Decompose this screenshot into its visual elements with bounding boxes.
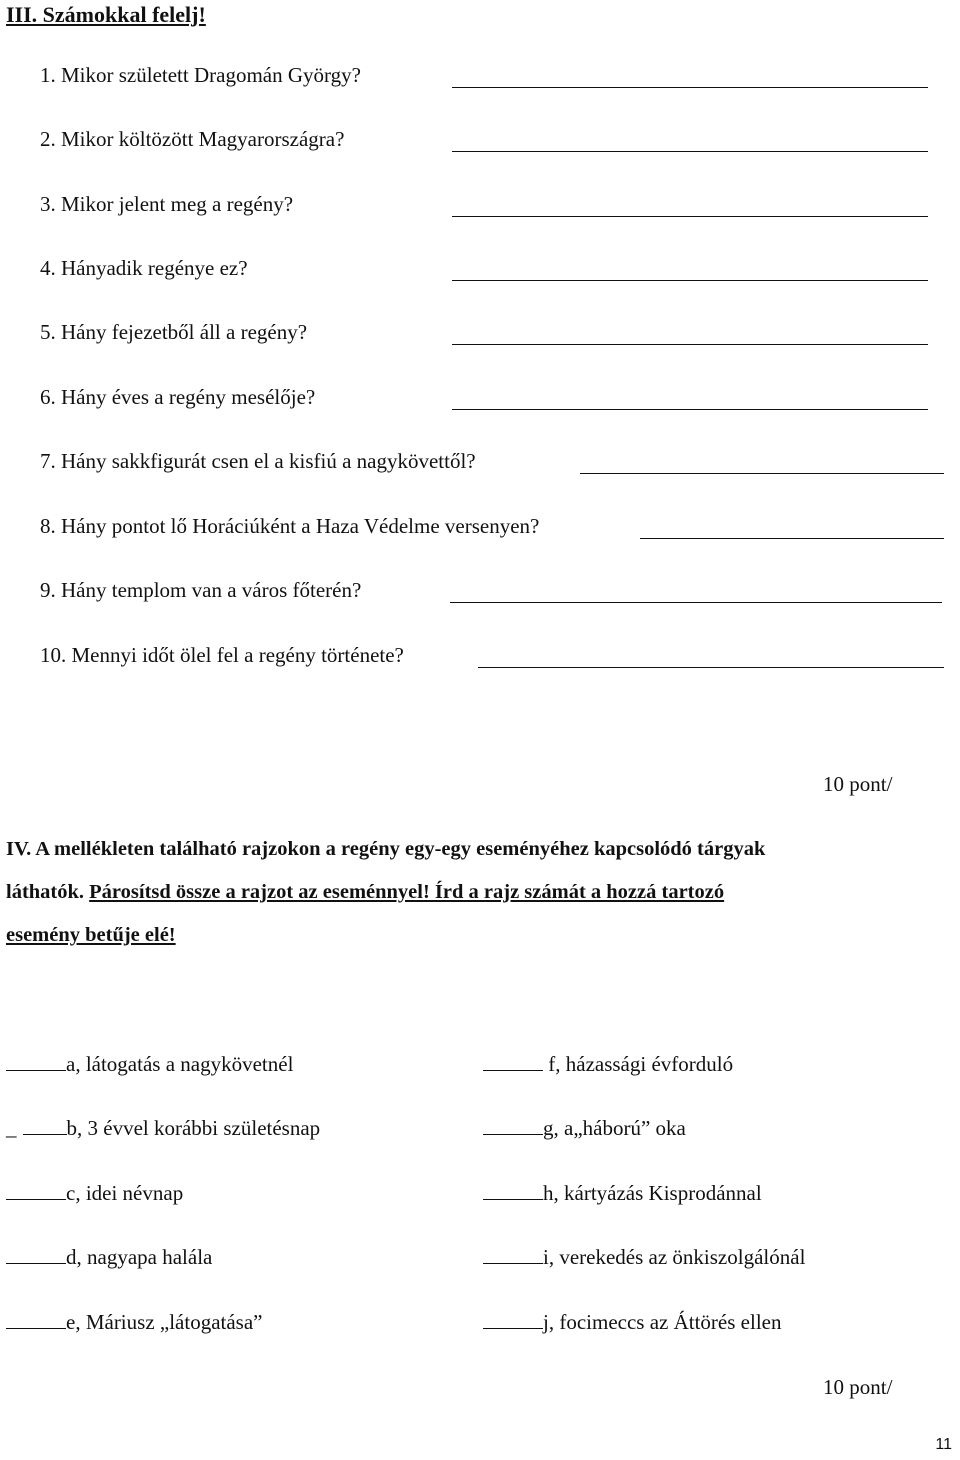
answer-line-8[interactable]: [640, 538, 944, 539]
answer-line-2[interactable]: [452, 151, 928, 152]
page-number: 11: [935, 1436, 952, 1453]
answer-line-3[interactable]: [452, 216, 928, 217]
match-item-j: [483, 1310, 781, 1335]
match-label-i: i, verekedés az önkiszolgálónál: [543, 1245, 806, 1269]
match-item-c: [6, 1181, 183, 1206]
match-blank-d[interactable]: [6, 1263, 66, 1264]
question-3: 3. Mikor jelent meg a regény?: [40, 192, 294, 216]
question-2: 2. Mikor költözött Magyarországra?: [40, 127, 345, 151]
question-4: 4. Hányadik regénye ez?: [40, 256, 248, 280]
section-4-instruction-line-3: [6, 924, 176, 947]
match-label-h: h, kártyázás Kisprodánnal: [543, 1181, 762, 1205]
section-4-instruction-line-1: IV. A mellékleten található rajzokon a regény egy-egy eseményéhez kapcsolódó tárgyak: [6, 838, 766, 860]
match-blank-i[interactable]: [483, 1263, 543, 1264]
question-5: 5. Hány fejezetből áll a regény?: [40, 320, 308, 344]
match-blank-c[interactable]: [6, 1199, 66, 1200]
match-label-d: d, nagyapa halála: [66, 1245, 213, 1269]
question-1: 1. Mikor született Dragomán György?: [40, 63, 361, 87]
section-3-score: 10 pont/: [823, 772, 893, 796]
answer-line-7[interactable]: [580, 473, 944, 474]
match-blank-b[interactable]: [23, 1134, 67, 1135]
question-8: 8. Hány pontot lő Horáciúként a Haza Védelme versenyen?: [40, 514, 540, 538]
match-item-i: [483, 1245, 805, 1270]
match-label-j: j, focimeccs az Áttörés ellen: [543, 1310, 782, 1334]
section-4-underlined-text-2: esemény betűje elé!: [6, 924, 176, 946]
match-item-g: [483, 1116, 686, 1141]
answer-line-5[interactable]: [452, 344, 928, 345]
match-label-f: f, házassági évforduló: [543, 1052, 734, 1076]
section-4-score: 10 pont/: [823, 1375, 893, 1399]
match-item-b: [6, 1116, 320, 1141]
match-prefix-b: _: [6, 1116, 17, 1140]
answer-line-4[interactable]: [452, 280, 928, 281]
question-6: 6. Hány éves a regény mesélője?: [40, 385, 316, 409]
answer-line-10[interactable]: [478, 667, 944, 668]
match-label-c: c, idei névnap: [66, 1181, 184, 1205]
match-blank-j[interactable]: [483, 1328, 543, 1329]
match-label-b: b, 3 évvel korábbi születésnap: [66, 1116, 321, 1140]
answer-line-6[interactable]: [452, 409, 928, 410]
match-blank-g[interactable]: [483, 1134, 543, 1135]
match-blank-a[interactable]: [6, 1070, 66, 1071]
section-3-title: III. Számokkal felelj!: [6, 2, 206, 27]
question-9: 9. Hány templom van a város főterén?: [40, 578, 362, 602]
match-blank-h[interactable]: [483, 1199, 543, 1200]
match-item-f: [483, 1052, 733, 1077]
section-4-underlined-text: Párosítsd össze a rajzot az eseménnyel! Írd a rajz számát a hozzá tartozó: [89, 881, 725, 903]
match-label-e: e, Máriusz „látogatása”: [66, 1310, 263, 1334]
answer-line-9[interactable]: [450, 602, 942, 603]
match-label-g: g, a„háború” oka: [543, 1116, 686, 1140]
match-blank-f[interactable]: [483, 1070, 543, 1071]
match-label-a: a, látogatás a nagykövetnél: [66, 1052, 294, 1076]
section-4-plain-text: láthatók.: [6, 881, 85, 903]
match-item-e: [6, 1310, 263, 1335]
match-item-d: [6, 1245, 212, 1270]
match-item-h: [483, 1181, 762, 1206]
answer-line-1[interactable]: [452, 87, 928, 88]
match-blank-e[interactable]: [6, 1328, 66, 1329]
section-4-instruction-line-2: [6, 881, 724, 904]
match-item-a: [6, 1052, 293, 1077]
question-7: 7. Hány sakkfigurát csen el a kisfiú a nagykövettől?: [40, 449, 476, 473]
question-10: 10. Mennyi időt ölel fel a regény története?: [40, 643, 404, 667]
